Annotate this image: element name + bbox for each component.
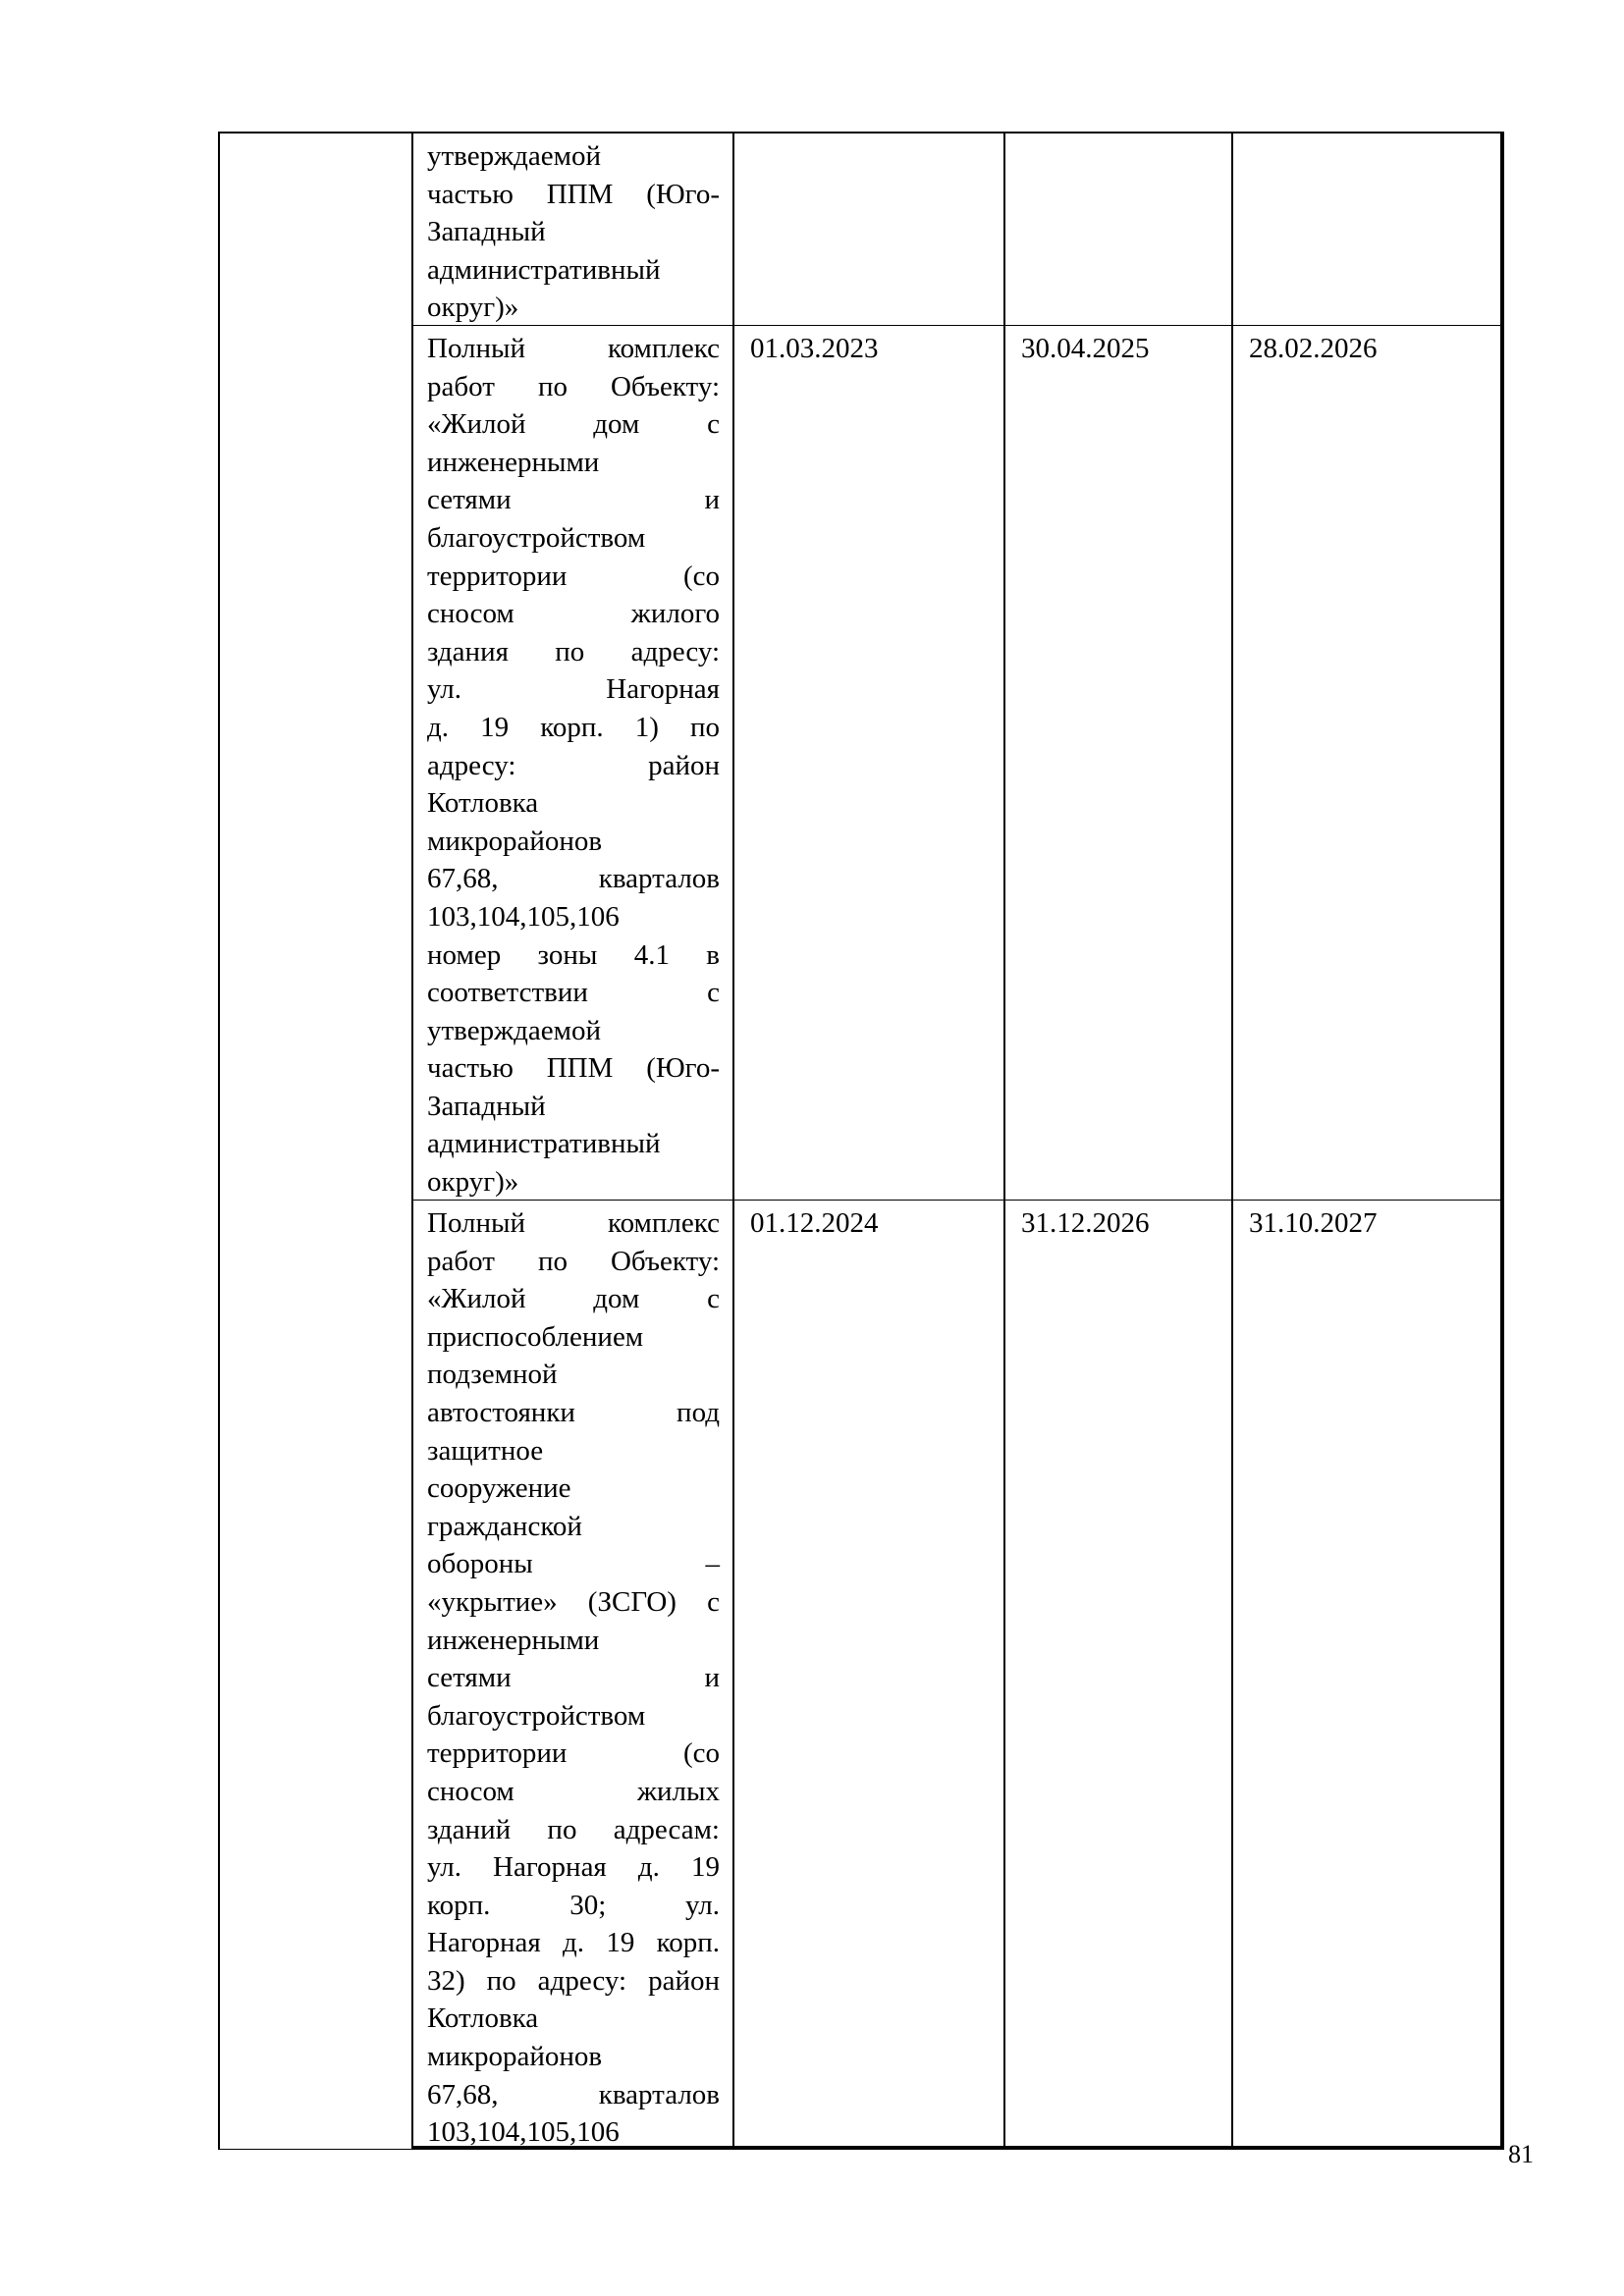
end-date: 31.10.2027 [1249, 1207, 1378, 1239]
description-line: сносом жилых [427, 1775, 720, 1807]
table-row [411, 1201, 1500, 2148]
description-line: Полный комплекс [427, 1207, 720, 1239]
start-date-cell [732, 326, 1003, 1200]
description-line: здания по адресу: [427, 635, 720, 667]
description-line: автостоянки под [427, 1396, 720, 1428]
start-date-cell [732, 1201, 1003, 2148]
description-line: д. 19 корп. 1) по [427, 711, 720, 743]
description-line: частью ППМ (Юго- [427, 1052, 720, 1085]
description-line: соответствии с [427, 977, 720, 1009]
description-line: административный [427, 253, 661, 286]
description-line: приспособлением [427, 1320, 644, 1353]
description-line: 103,104,105,106 [427, 2116, 620, 2149]
document-table [218, 132, 1504, 2150]
description-line: «Жилой дом с [427, 1283, 720, 1315]
description-line: территории (со [427, 1737, 720, 1770]
end-date-cell [1231, 326, 1500, 1200]
description-line: работ по Объекту: [427, 1245, 720, 1277]
description-line: адресу: район [427, 749, 720, 781]
table-row [411, 326, 1500, 1201]
description-cell [411, 1201, 732, 2148]
table-column-blank [218, 132, 411, 2150]
description-line: обороны – [427, 1548, 720, 1580]
description-line: ул. Нагорная д. 19 [427, 1851, 720, 1884]
description-line: сетями и [427, 1662, 720, 1694]
description-text [427, 137, 720, 327]
description-line: 67,68, кварталов [427, 2078, 720, 2110]
description-line: 103,104,105,106 [427, 900, 620, 933]
description-line: Западный [427, 1090, 546, 1122]
mid-date-cell [1003, 326, 1231, 1200]
description-line: подземной [427, 1359, 558, 1391]
description-line: округ)» [427, 1166, 519, 1199]
description-line: округ)» [427, 292, 519, 324]
description-line: частью ППМ (Юго- [427, 178, 720, 210]
description-line: «Жилой дом с [427, 408, 720, 441]
description-line: инженерными [427, 1624, 600, 1656]
mid-date: 31.12.2026 [1021, 1207, 1150, 1239]
page-number: 81 [1508, 2140, 1534, 2168]
mid-date: 30.04.2025 [1021, 333, 1150, 364]
description-line: сносом жилого [427, 598, 720, 630]
start-date-cell [732, 133, 1003, 325]
description-line: утверждаемой [427, 140, 601, 172]
description-line: микрорайонов [427, 2041, 603, 2073]
description-line: сооружение [427, 1472, 571, 1505]
description-line: благоустройством [427, 521, 646, 554]
description-line: микрорайонов [427, 825, 603, 857]
description-line: работ по Объекту: [427, 370, 720, 402]
description-line: утверждаемой [427, 1014, 601, 1046]
description-text [427, 330, 720, 1201]
description-line: корп. 30; ул. [427, 1889, 720, 1921]
description-cell [411, 326, 732, 1200]
description-line: 67,68, кварталов [427, 863, 720, 895]
description-line: Котловка [427, 787, 539, 820]
end-date-cell [1231, 1201, 1500, 2148]
description-line: Котловка [427, 2002, 539, 2035]
description-cell [411, 133, 732, 325]
start-date: 01.03.2023 [750, 333, 879, 364]
description-text [427, 1204, 720, 2152]
description-line: гражданской [427, 1510, 582, 1542]
description-line: инженерными [427, 446, 600, 478]
description-line: административный [427, 1128, 661, 1160]
description-line: благоустройством [427, 1699, 646, 1732]
description-line: ул. Нагорная [427, 673, 720, 706]
mid-date-cell [1003, 1201, 1231, 2148]
description-line: сетями и [427, 484, 720, 516]
table-body [411, 132, 1504, 2150]
end-date-cell [1231, 133, 1500, 325]
start-date: 01.12.2024 [750, 1207, 879, 1239]
description-line: номер зоны 4.1 в [427, 938, 720, 971]
description-line: 32) по адресу: район [427, 1964, 720, 1997]
description-line: зданий по адресам: [427, 1813, 720, 1845]
mid-date-cell [1003, 133, 1231, 325]
description-line: «укрытие» (ЗСГО) с [427, 1585, 720, 1618]
end-date: 28.02.2026 [1249, 333, 1378, 364]
description-line: защитное [427, 1434, 544, 1467]
table-row [411, 133, 1500, 326]
description-line: Западный [427, 216, 546, 248]
description-line: территории (со [427, 560, 720, 592]
description-line: Полный комплекс [427, 333, 720, 364]
description-line: Нагорная д. 19 корп. [427, 1927, 720, 1959]
